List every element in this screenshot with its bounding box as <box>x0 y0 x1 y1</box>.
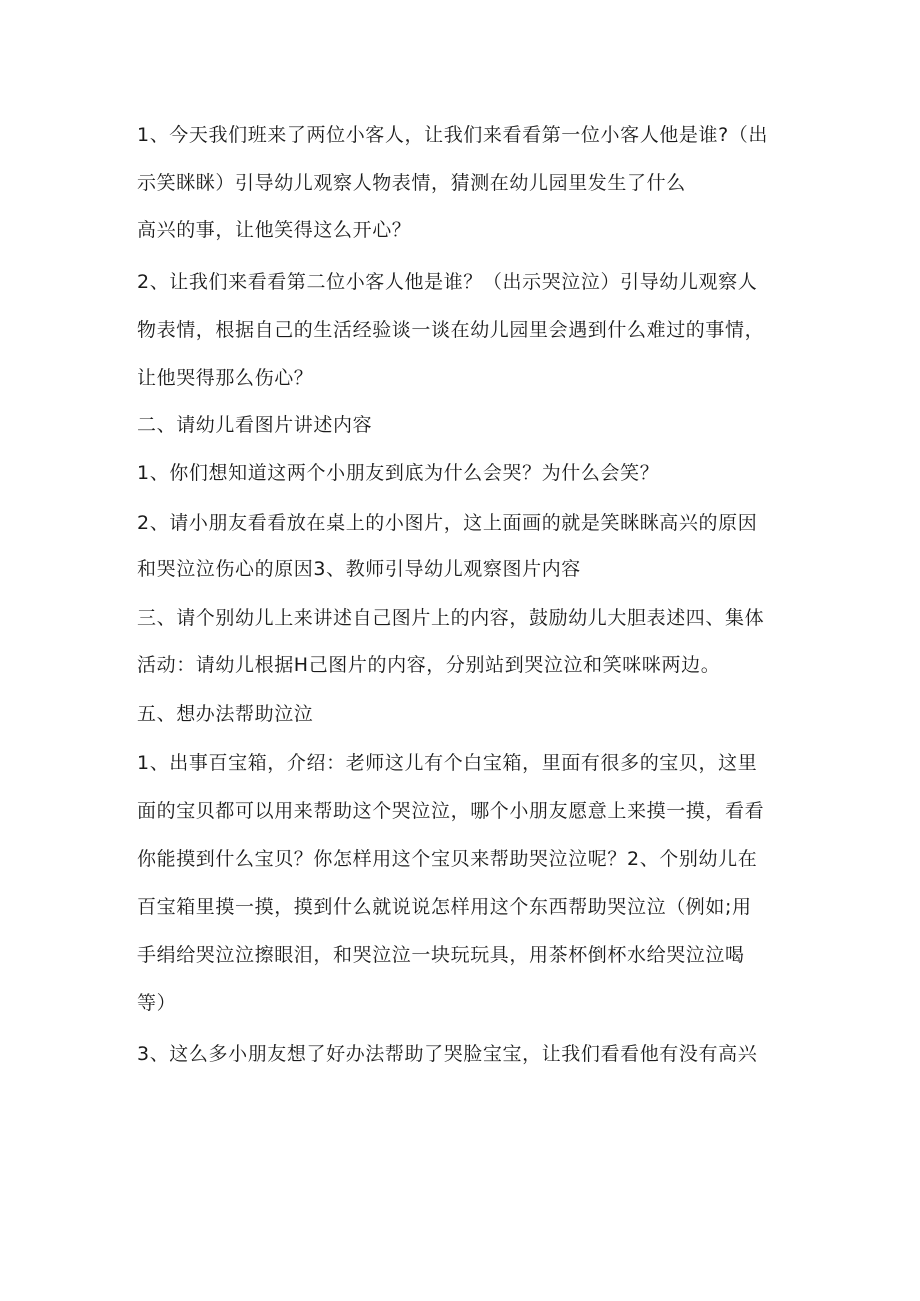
text-line: 3、这么多小朋友想了好办法帮助了哭脸宝宝，让我们看看他有没有高兴 <box>137 1043 758 1065</box>
text-line: 高兴的事，让他笑得这么开心？ <box>137 219 412 241</box>
text-line: 和哭泣泣伤心的原因3、教师引导幼儿观察图片内容 <box>137 558 581 580</box>
text-line: 示笑眯眯）引导幼儿观察人物表情，猜测在幼儿园里发生了什么 <box>137 172 686 194</box>
section-heading: 二、请幼儿看图片讲述内容 <box>137 414 373 436</box>
text-line: 1、你们想知道这两个小朋友到底为什么会哭？为什么会笑？ <box>137 462 660 484</box>
text-line: 百宝箱里摸一摸，摸到什么就说说怎样用这个东西帮助哭泣泣（例如;用 <box>137 896 752 918</box>
section-heading: 五、想办法帮助泣泣 <box>137 703 314 725</box>
text-line: 让他哭得那么伤心？ <box>137 367 314 389</box>
text-line: 2、让我们来看看第二位小客人他是谁？（出示哭泣泣）引导幼儿观察人 <box>137 271 758 293</box>
text-line: 1、今天我们班来了两位小客人，让我们来看看第一位小客人他是谁?（出 <box>137 124 768 146</box>
text-line: 手绢给哭泣泣擦眼泪，和哭泣泣一块玩玩具，用茶杯倒杯水给哭泣泣喝 <box>137 944 745 966</box>
text-line: 三、请个别幼儿上来讲述自己图片上的内容，鼓励幼儿大胆表述四、集体 <box>137 607 765 629</box>
text-line: 你能摸到什么宝贝？你怎样用这个宝贝来帮助哭泣泣呢？2、个别幼儿在 <box>137 848 758 870</box>
text-line: 活动：请幼儿根据H己图片的内容，分别站到哭泣泣和笑咪咪两边。 <box>137 654 721 676</box>
text-line: 面的宝贝都可以用来帮助这个哭泣泣，哪个小朋友愿意上来摸一摸，看看 <box>137 800 765 822</box>
text-line: 2、请小朋友看看放在桌上的小图片，这上面画的就是笑眯眯高兴的原因 <box>137 512 758 534</box>
text-line: 1、出事百宝箱，介绍：老师这儿有个白宝箱，里面有很多的宝贝，这里 <box>137 752 758 774</box>
text-line: 等） <box>137 992 177 1014</box>
text-line: 物表情，根据自己的生活经验谈一谈在幼儿园里会遇到什么难过的事情， <box>137 319 765 341</box>
